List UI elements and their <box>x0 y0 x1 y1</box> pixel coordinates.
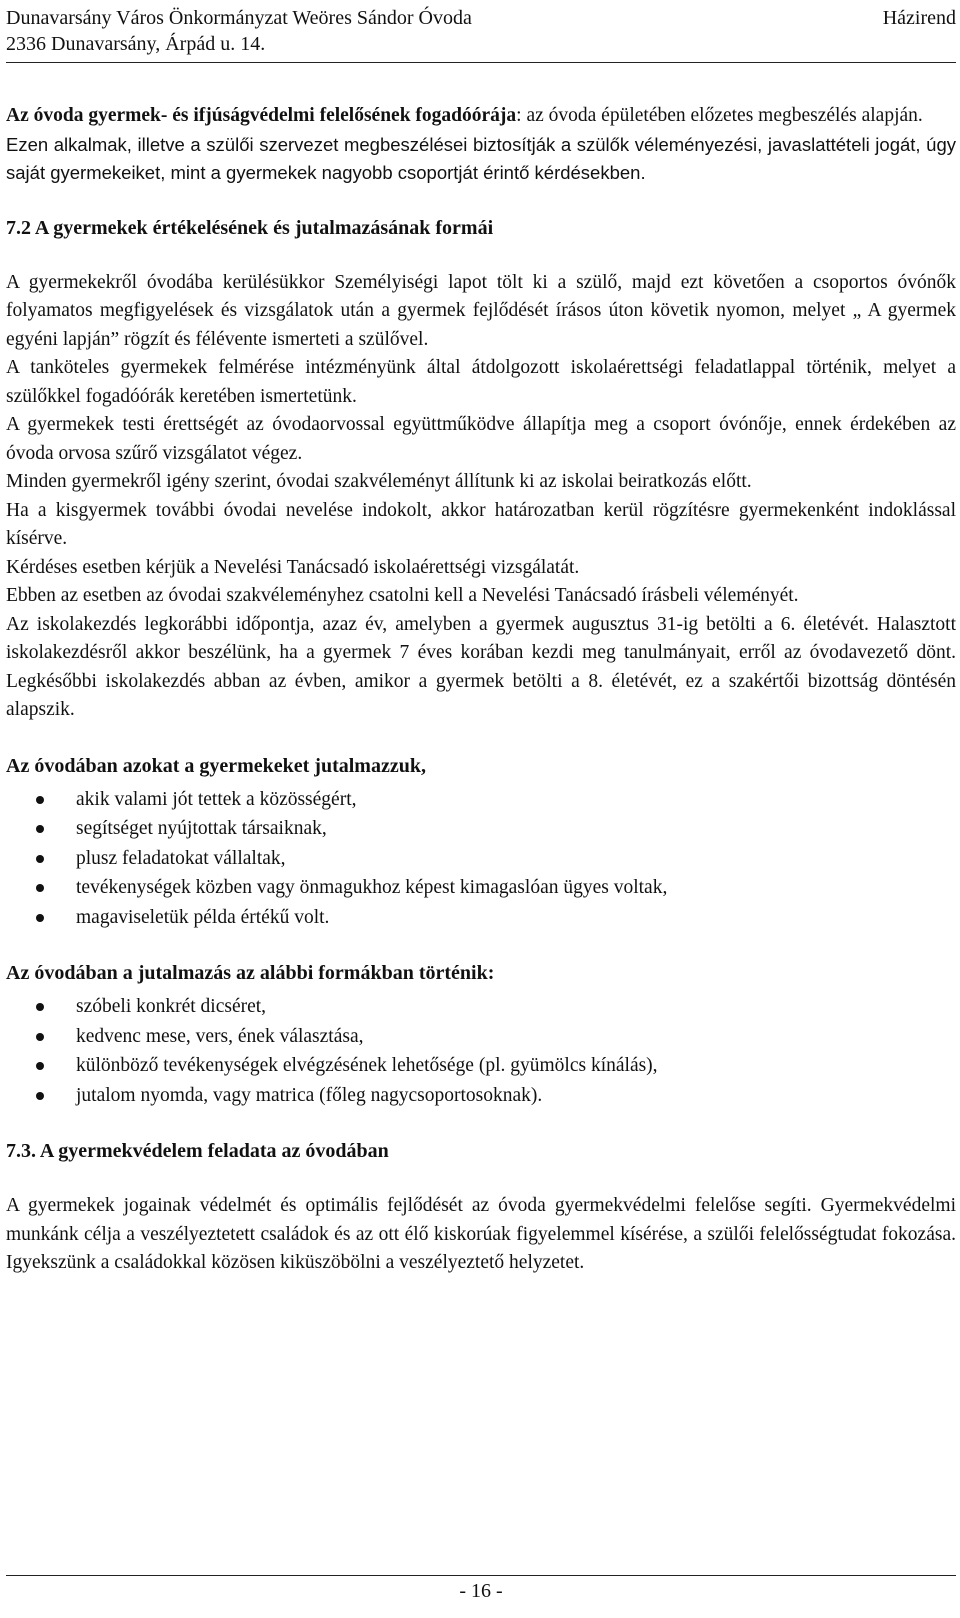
reward-forms-list <box>6 992 956 1110</box>
bullet-icon <box>36 825 44 833</box>
evaluation-paragraph: Ebben az esetben az óvodai szakvéleményhez csatolni kell a Nevelési Tanácsadó írásbeli véleményét. <box>6 585 799 606</box>
rewarded-children-list <box>6 785 956 933</box>
evaluation-paragraph: Az iskolakezdés legkorábbi időpontja, azaz év, amelyben a gyermek augusztus 31-ig betölti a 6. életévét. Halasztott iskolakezdésről akkor beszélünk, ha a gyermek 7 éves korában kezdi meg tanulmányait, erről az óvodavezető dönt. Legkésőbbi iskolakezdés abban az évben, amikor a gyermek betölti a 8. életévét, ez a szakértői bizottság döntésén alapszik. <box>6 613 956 720</box>
document-type: Házirend <box>882 7 956 29</box>
bullet-icon <box>36 914 44 922</box>
reward-forms-heading: Az óvodában a jutalmazás az alábbi formákban történik: <box>6 962 495 984</box>
list-item: plusz feladatokat vállaltak, <box>6 844 956 874</box>
institution-address: 2336 Dunavarsány, Árpád u. 14. <box>6 33 266 55</box>
evaluation-paragraph: Kérdéses esetben kérjük a Nevelési Tanácsadó iskolaérettségi vizsgálatát. <box>6 556 580 578</box>
section-7-3-title: 7.3. A gyermekvédelem feladata az óvodában <box>6 1140 389 1162</box>
bullet-icon <box>36 1062 44 1070</box>
bullet-icon <box>36 796 44 804</box>
section-7-2-body <box>6 269 956 725</box>
document-page <box>6 0 956 1617</box>
evaluation-paragraph: Ha a kisgyermek további óvodai nevelése indokolt, akkor határozatban kerül rögzítésre gyermekenként indoklással kísérve. <box>6 499 956 549</box>
bullet-icon <box>36 1033 44 1041</box>
page-footer <box>6 1575 956 1618</box>
bullet-icon <box>36 1003 44 1011</box>
office-hours-paragraph <box>6 102 956 131</box>
evaluation-paragraph: A gyermekek testi érettségét az óvodaorvossal együttműködve állapítja meg a csoport óvónője, ennek érdekében az óvoda orvosa szűrő vizsgálatot végez. <box>6 414 956 464</box>
list-item: kedvenc mese, vers, ének választása, <box>6 1022 956 1052</box>
office-hours-label: Az óvoda gyermek- és ifjúságvédelmi felelősének fogadóórája <box>6 105 517 126</box>
evaluation-paragraph: Minden gyermekről igény szerint, óvodai szakvéleményt állítunk ki az iskolai beiratkozás előtt. <box>6 471 752 492</box>
parent-rights-paragraph: Ezen alkalmak, illetve a szülői szervezet megbeszélései biztosítják a szülők véleményezési, javaslattételi jogát, úgy saját gyermekeiket, mint a gyermekek nagyobb csoportját érintő kérdésekben. <box>6 133 956 183</box>
list-item: különböző tevékenységek elvégzésének lehetősége (pl. gyümölcs kínálás), <box>6 1051 956 1081</box>
page-number: - 16 - <box>459 1580 503 1602</box>
institution-name: Dunavarsány Város Önkormányzat Weöres Sándor Óvoda <box>6 7 472 29</box>
list-item: tevékenységek közben vagy önmagukhoz képest kimagaslóan ügyes voltak, <box>6 873 956 903</box>
list-item: szóbeli konkrét dicséret, <box>6 992 956 1022</box>
bullet-icon <box>36 884 44 892</box>
bullet-icon <box>36 855 44 863</box>
page-header <box>6 6 956 63</box>
page-content <box>6 102 956 1278</box>
section-7-2-title: 7.2 A gyermekek értékelésének és jutalmazásának formái <box>6 216 494 239</box>
evaluation-paragraph: A gyermekekről óvodába kerülésükkor Személyiségi lapot tölt ki a szülő, majd ezt követően a csoportos óvónők folyamatos megfigyelések és vizsgálatok után a gyermek fejlődését írásos úton követik nyomon, melyet „ A gyermek egyéni lapján” rögzít és félévente ismerteti a szülővel. <box>6 271 956 350</box>
list-item: magaviseletük példa értékű volt. <box>6 903 956 933</box>
list-item: segítséget nyújtottak társaiknak, <box>6 814 956 844</box>
office-hours-text: : az óvoda épületében előzetes megbeszélés alapján. <box>516 105 923 126</box>
child-protection-paragraph: A gyermekek jogainak védelmét és optimális fejlődését az óvoda gyermekvédelmi felelőse segíti. Gyermekvédelmi munkánk célja a veszélyeztetett családok és az ott élő kiskorúak figyelemmel kísérése, a szülői felelősségtudat fokozása. Igyekszünk a családokkal közösen kiküszöbölni a veszélyeztető helyzetet. <box>6 1195 956 1273</box>
bullet-icon <box>36 1092 44 1100</box>
evaluation-paragraph: A tanköteles gyermekek felmérése intézményünk által átdolgozott iskolaérettségi feladatlappal történik, melyet a szülőkkel fogadóórák keretében ismertetünk. <box>6 357 956 407</box>
list-item: akik valami jót tettek a közösségért, <box>6 785 956 815</box>
list-item: jutalom nyomda, vagy matrica (főleg nagycsoportosoknak). <box>6 1081 956 1111</box>
rewarded-children-heading: Az óvodában azokat a gyermekeket jutalmazzuk, <box>6 754 426 777</box>
